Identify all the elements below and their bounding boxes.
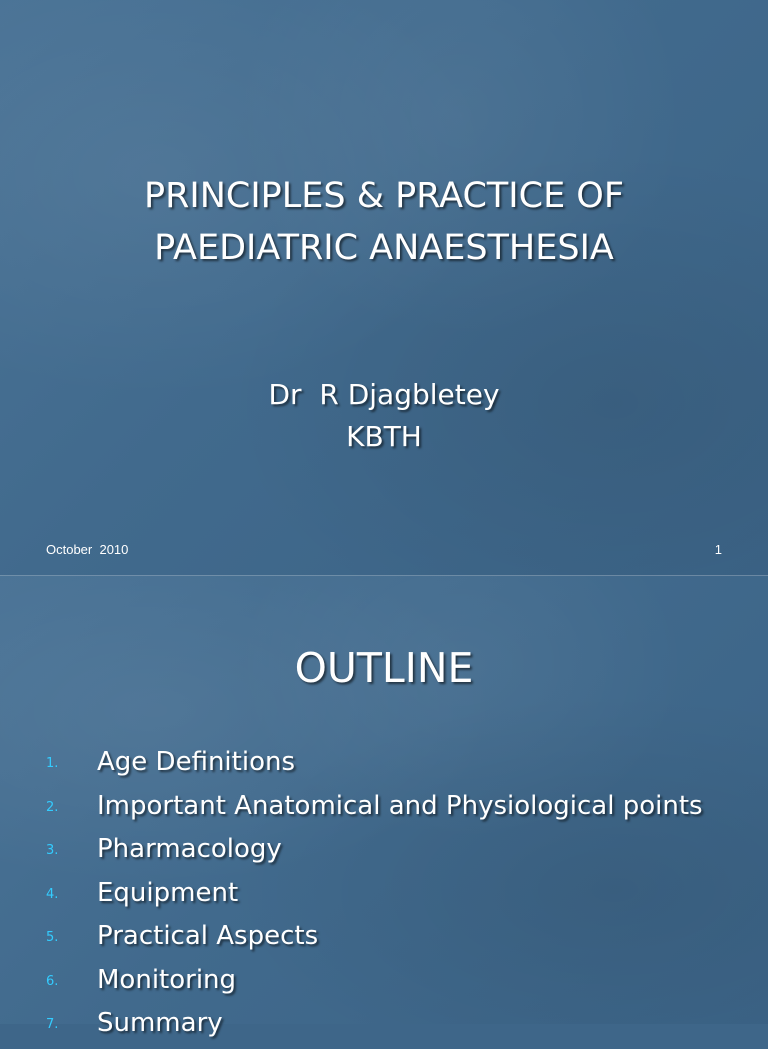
list-item xyxy=(0,831,768,875)
list-number: 2. xyxy=(46,799,59,815)
list-item xyxy=(0,962,768,1006)
list-number: 5. xyxy=(46,930,59,945)
list-item xyxy=(0,788,768,832)
outline-title: OUTLINE xyxy=(294,644,474,692)
list-item-text: Monitoring xyxy=(97,964,237,995)
list-number: 1. xyxy=(46,756,59,771)
list-item-text: Summary xyxy=(97,1008,223,1038)
list-item-text: Equipment xyxy=(97,877,239,908)
page-number: 1 xyxy=(714,542,722,557)
list-item-text: Age Definitions xyxy=(97,747,295,777)
list-number: 6. xyxy=(46,973,59,989)
outline-slide xyxy=(0,576,768,1038)
list-number: 3. xyxy=(46,843,59,858)
list-item xyxy=(0,744,768,788)
list-item-text: Practical Aspects xyxy=(97,921,319,951)
footer-date: October 2010 xyxy=(46,542,129,557)
title-line-1: PRINCIPLES & PRACTICE OF xyxy=(143,176,624,216)
institution: KBTH xyxy=(346,420,422,453)
outline-list xyxy=(0,744,768,1049)
list-number: 7. xyxy=(46,1017,59,1032)
list-item xyxy=(0,1005,768,1049)
author-block xyxy=(0,374,768,458)
list-number: 4. xyxy=(46,886,59,902)
list-item xyxy=(0,918,768,962)
title-line-2: PAEDIATRIC ANAESTHESIA xyxy=(154,228,614,268)
author-name: Dr R Djagbletey xyxy=(268,378,500,411)
list-item xyxy=(0,875,768,919)
list-item-text: Important Anatomical and Physiological points xyxy=(97,790,703,821)
slide-title xyxy=(40,170,728,274)
list-item-text: Pharmacology xyxy=(97,834,282,864)
